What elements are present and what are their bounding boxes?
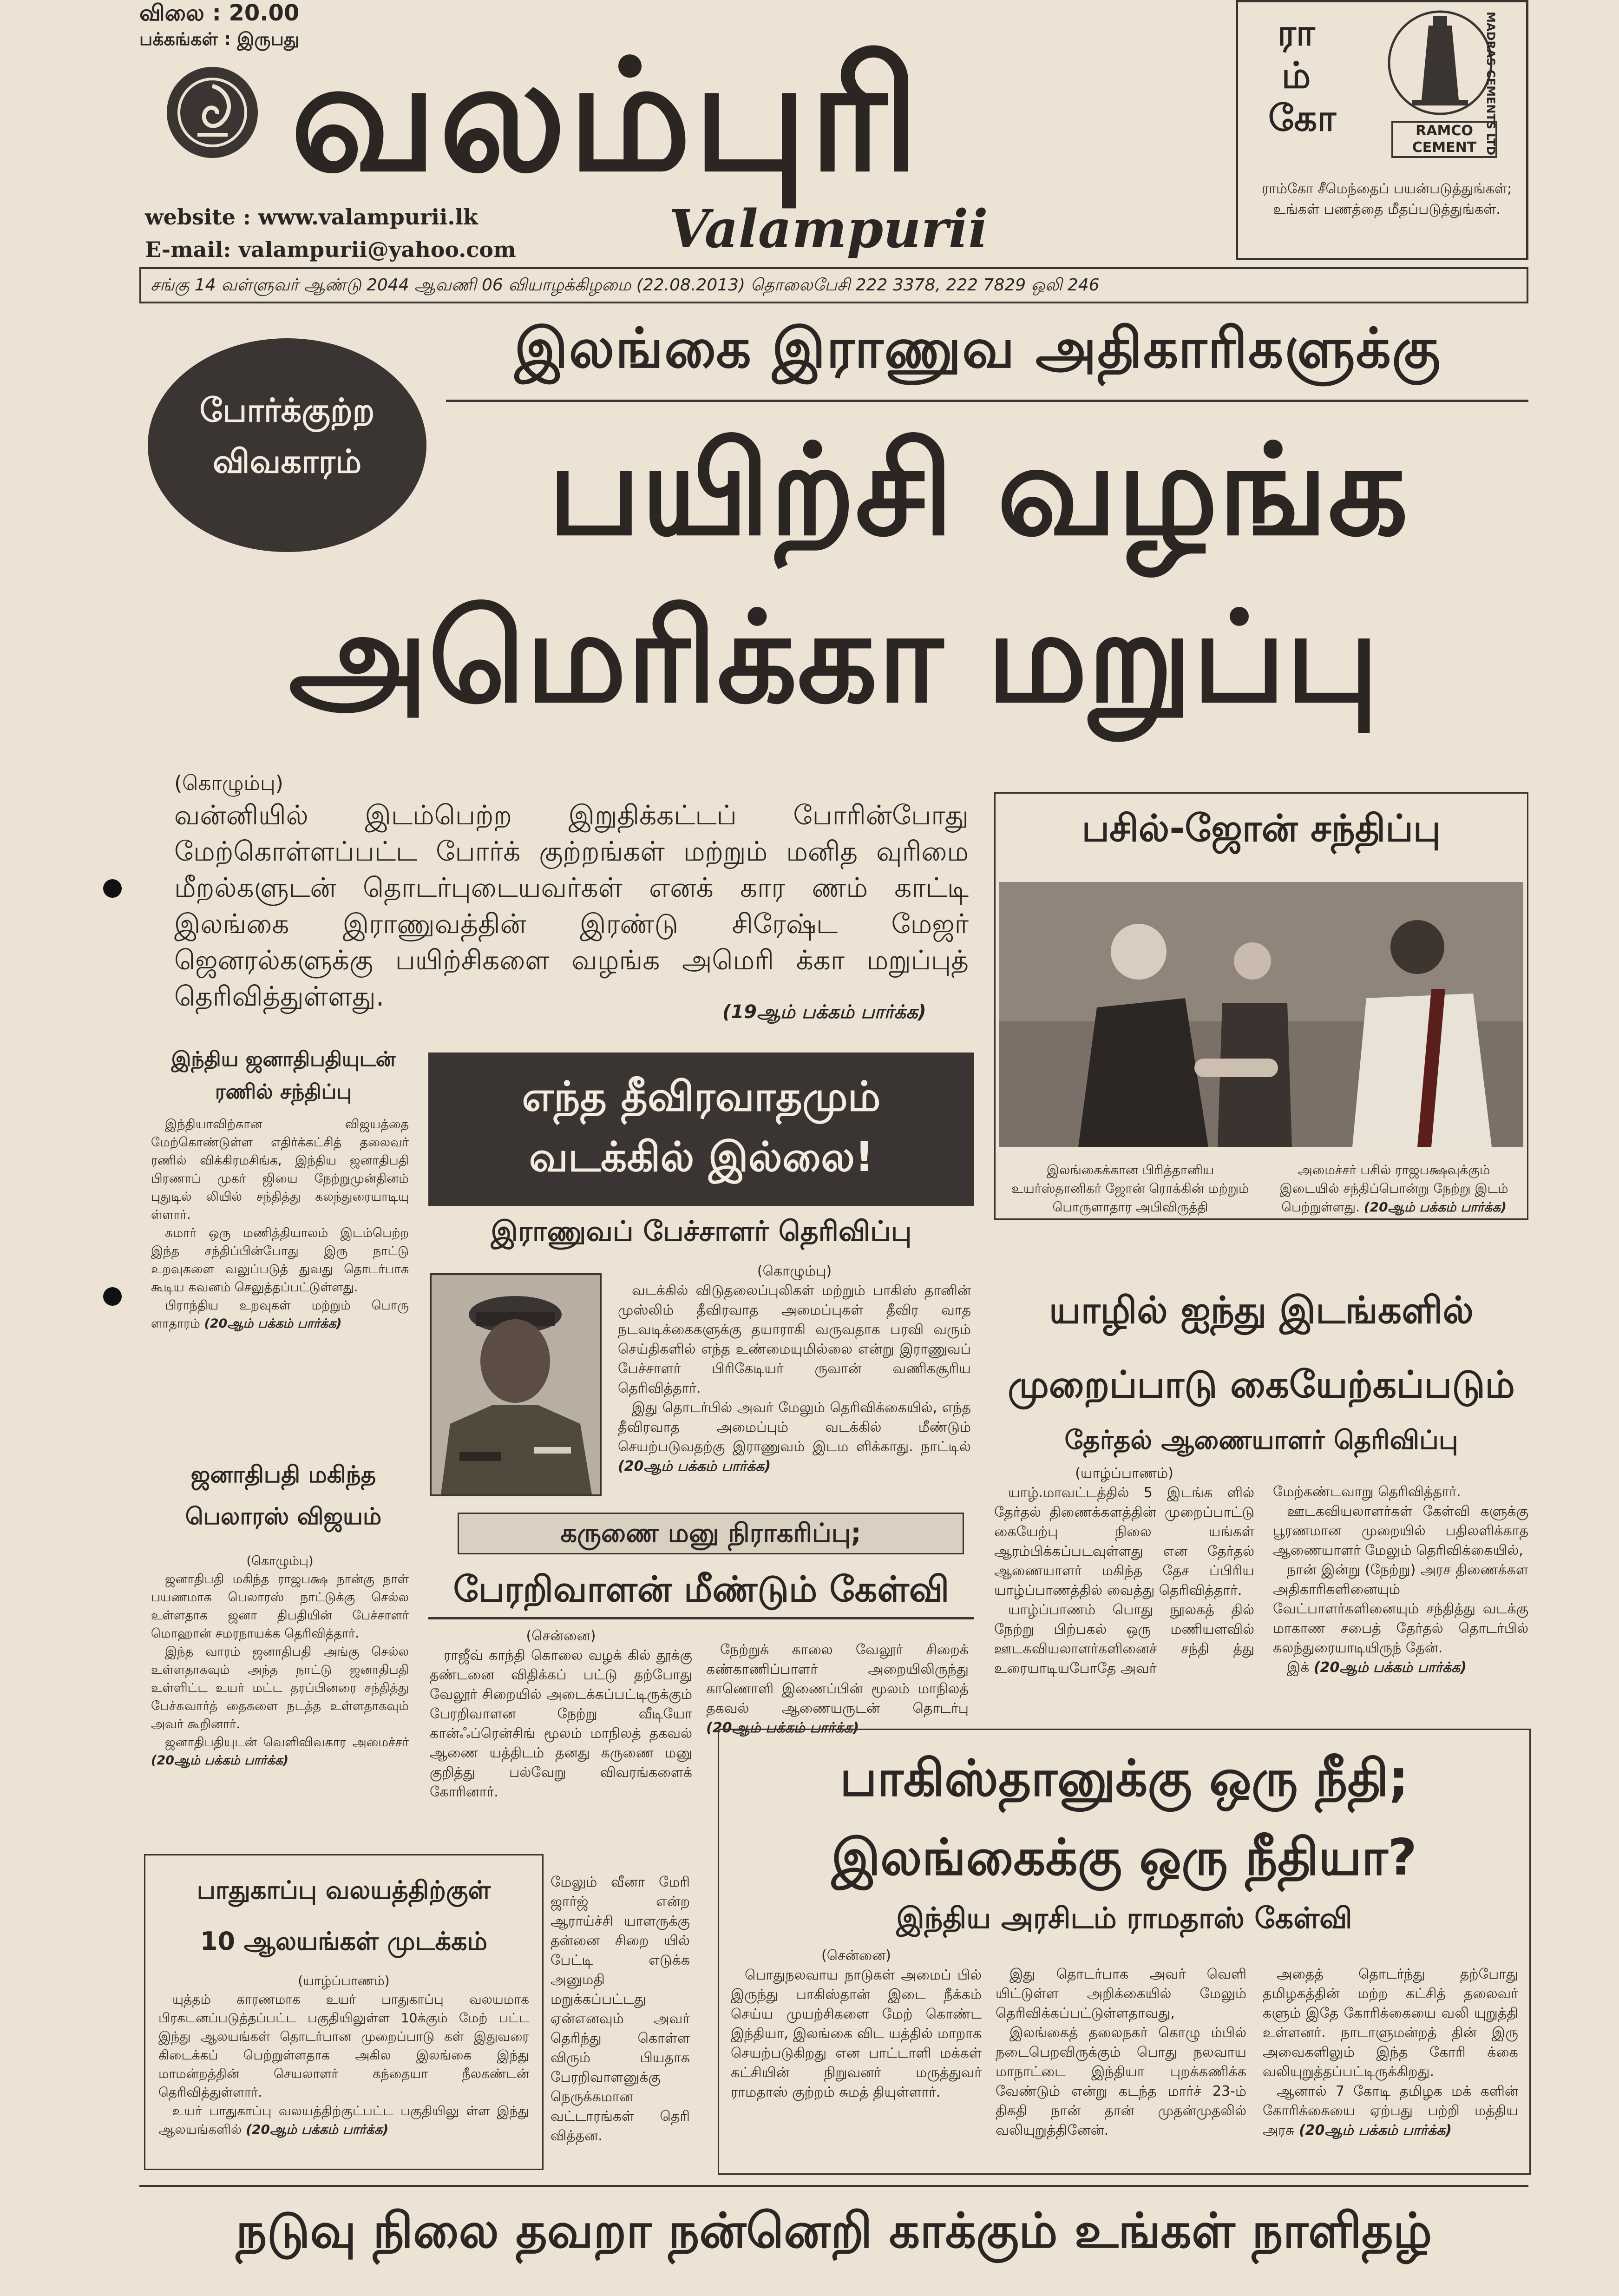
election-paragraph: மேற்கண்டவாறு தெரிவித்தார். [1273,1484,1461,1500]
masthead-title: வலம்புரி [290,27,922,205]
mercy-col3 [551,1873,690,2146]
lead-headline-line1: பயிற்சி வழங்க [547,417,1409,563]
ranil-paragraph: சுமார் ஒரு மணித்தியாலம் இடம்பெற்ற இந்த சந்திப்பின்போது இரு நாட்டு உறவுகளை வலுப்படுத் துவது தொடர்பாக கூடிய கவனம் செலுத்தப்பட்டுள்ளது. [151,1226,409,1295]
election-subhead: தேர்தல் ஆணையாளர் தெரிவிப்பு [1064,1425,1458,1455]
kicker-rule [446,400,1528,402]
photo-caption-right-text: அமைச்சர் பசில் ராஜபக்ஷவுக்கும் இடையில் சந்திப்பொன்று நேற்று இடம் பெற்றுள்ளது. [1279,1162,1508,1215]
mercy-headline: பேரறிவாளன் மீண்டும் கேள்வி [453,1568,950,1610]
dateline-bar [139,267,1528,303]
price: விலை : 20.00 [139,0,300,26]
pakistan-headline-line1: பாகிஸ்தானுக்கு ஒரு நீதி; [839,1750,1409,1808]
footer-slogan: நடுவு நிலை தவறா நன்னெறி காக்கும் உங்கள் நாளிதழ் [236,2202,1432,2259]
terror-continued[interactable]: (20ஆம் பக்கம் பார்க்க) [618,1458,771,1474]
mahinda-paragraph: ஜனாதிபதி மகிந்த ராஜபக்ஷ நான்கு நாள் பயணமாக பெலாரஸ் நாட்டுக்கு செல்ல உள்ளதாக ஜனா திபதியின் பேச்சாளர் மொஹான் சமரநாயக்க தெரிவித்தார். [151,1572,409,1641]
mercy-rule [428,1617,974,1619]
ranil-paragraph: இந்தியாவிற்கான விஜயத்தை மேற்கொண்டுள்ள எதிர்க்கட்சித் தலைவர் ரணில் விக்கிரமசிங்க, இந்திய ஜனாதிபதி பிரணாப் முகர் ஜியை நேற்றுமுன்தினம் புதுடில் லியில் சந்தித்து கலந்துரையாடியு ள்ளார். [151,1117,409,1222]
mahinda-headline [144,1454,423,1537]
lead-body [174,797,969,1014]
punch-hole [103,1287,122,1306]
photo-continued[interactable]: (20ஆம் பக்கம் பார்க்க) [1363,1199,1507,1215]
temples-headline-line1: பாதுகாப்பு வலயத்திற்குள் [197,1875,491,1905]
photo-caption-right [1267,1161,1521,1217]
photo-story [994,792,1528,1220]
temples-body [145,1967,542,2139]
mercy-col2 [706,1640,969,1738]
photo-story-headline: பசில்-ஜோன் சந்திப்பு [1082,807,1441,850]
pakistan-dateline: (சென்னை) [821,1947,891,1964]
election-paragraph: ஊடகவியலாளர்கள் கேள்வி களுக்கு பூரணமான முறையில் பதிலளிக்காத ஆணையாளர் மேலும் தெரிவிக்கையில், [1273,1503,1528,1559]
mahinda-headline-line1: ஜனாதிபதி மகிந்த [190,1461,376,1488]
mercy-col1 [430,1626,692,1802]
ad-product: RAMCO CEMENT [1391,121,1497,158]
temples-continued[interactable]: (20ஆம் பக்கம் பார்க்க) [246,2122,389,2137]
masthead-english-title: Valampurii [669,199,988,260]
election-headline-line1: யாழில் ஐந்து இடங்களில் [1049,1289,1474,1332]
election-col2 [1273,1482,1528,1678]
ad-company: MADRAS CEMENTS LTD [1484,12,1497,156]
mahinda-headline-line2: பெலாரஸ் விஜயம் [185,1503,382,1530]
terror-paragraph: வடக்கில் விடுதலைப்புலிகள் மற்றும் பாகிஸ் தானின் முஸ்லிம் தீவிரவாத அமைப்புகள் தீவிர வாத நடவடிக்கைகளுக்கு தயாராகி வருவதாக பரவி வரும் செய்திகளில் எந்த உண்மையுமில்லை என்று இராணுவப் பேச்சாளர் பிரிகேடியர் ருவான் வணிகசூரிய தெரிவித்தார். [618,1283,971,1396]
ranil-headline [144,1043,423,1108]
terror-headline-line1: எந்த தீவிரவாதமும் [522,1072,881,1120]
pakistan-col3 [1263,1965,1518,2140]
election-continued[interactable]: (20ஆம் பக்கம் பார்க்க) [1313,1659,1467,1676]
lead-kicker: இலங்கை இராணுவ அதிகாரிகளுக்கு [514,316,1442,380]
election-headline-line2: முறைப்பாடு கையேற்கப்படும் [1008,1363,1515,1406]
ramco-ad[interactable] [1236,0,1528,260]
temples-headline [145,1855,542,1967]
issue-dateline: சங்கு 14 வள்ளுவர் ஆண்டு 2044 ஆவணி 06 வியாழக்கிழமை (22.08.2013) தொலைபேசி 222 3378, 222 7829 ஒலி 246 [151,276,1100,295]
temples-headline-line2: 10 ஆலயங்கள் முடக்கம் [200,1927,488,1956]
mahinda-paragraph: இந்த வாரம் ஜனாதிபதி அங்கு செல்ல உள்ளதாகவும் அந்த நாட்டு ஜனாதிபதி உள்ளிட்ட உயர் மட்ட தரப்பினரை சந்தித்து பேச்சுவார்த் தைகளை நடத்த உள்ளதாகவும் அவர் கூறினார். [151,1645,409,1731]
email-link[interactable]: E-mail: valampurii@yahoo.com [145,237,516,262]
temples-dateline: (யாழ்ப்பாணம்) [298,1973,390,1988]
mahinda-dateline: (கொழும்பு) [246,1554,314,1568]
ranil-headline-line1: இந்திய ஜனாதிபதியுடன் [171,1047,396,1071]
ranil-headline-line2: ரணில் சந்திப்பு [215,1080,352,1104]
terror-body [618,1262,971,1476]
election-paragraph: யாழ்.மாவட்டத்தில் 5 இடங்க ளில் தேர்தல் திணைக்களத்தின் முறைப்பாட்டு கையேற்பு நிலை யங்கள் ஆரம்பிக்கப்படவுள்ளது என தேர்தல் ஆணையாளர் மகிந்த தேச ப்பிரிய யாழ்ப்பாணத்தில் வைத்து தெரிவித்தார். [994,1485,1254,1599]
ad-tagline: ராம்கோ சீமெந்தைப் பயன்படுத்துங்கள்; உங்கள் பணத்தை மீதப்படுத்துங்கள். [1261,181,1512,217]
ad-brand-line: ரா [1277,12,1315,54]
election-headline [994,1273,1528,1422]
ranil-continued[interactable]: (20ஆம் பக்கம் பார்க்க) [204,1316,342,1331]
mahinda-continued[interactable]: (20ஆம் பக்கம் பார்க்க) [151,1753,289,1768]
temples-paragraph: உயர் பாதுகாப்பு வலயத்திற்குட்பட்ட பகுதியிலு ள்ள இந்து ஆலயங்களில் [158,2103,529,2137]
mahinda-paragraph: ஜனாதிபதியுடன் வெளிவிவகார அமைச்சர் [165,1735,409,1750]
ad-brand-line: கோ [1268,98,1337,139]
pakistan-paragraph: பொதுநலவாய நாடுகள் அமைப் பில் இருந்து பாகிஸ்தான் இடை நீக்கம் செய்ய முயற்சிகளை மேற் கொண்ட இந்தியா, இலங்கை விட யத்தில் மாறாக செயற்படுகிறது என பாட்டாளி மக்கள் கட்சியின் நிறுவனர் மருத்துவர் ராமதாஸ் குற்றம் சுமத் தியுள்ளார். [731,1967,982,2100]
pakistan-paragraph: இது தொடர்பாக அவர் வெளி யிட்டுள்ள அறிக்கையில் மேலும் தெரிவிக்கப்பட்டுள்ளதாவது, [996,1966,1246,2021]
pakistan-col2 [996,1965,1246,2140]
pakistan-col1 [731,1946,982,2102]
ad-brand-line: ம் [1281,55,1311,97]
temples-paragraph: யுத்தம் காரணமாக உயர் பாதுகாப்பு வலயமாக பிரகடனப்படுத்தப்பட்ட பகுதியிலுள்ள 10க்கும் மேற் பட்ட இந்து ஆலயங்கள் தொடர்பான முறைப்பாடு கள் இதுவரை கிடைக்கப் பெற்றுள்ளதாக அகில இலங்கை இந்து மாமன்றத்தின் செயலாளர் கந்தையா நீலகண்டன் தெரிவித்துள்ளார். [158,1992,529,2100]
lead-continued[interactable]: (19ஆம் பக்கம் பார்க்க) [722,1001,926,1023]
badge-line: போர்க்குற்ற [199,391,375,429]
mercy-banner: கருணை மனு நிராகரிப்பு; [458,1513,964,1554]
website-link[interactable]: website : www.valampurii.lk [145,204,478,230]
election-paragraph: நான் இன்று (நேற்று) அரச திணைக்கள அதிகாரிகளினையும் வேட்பாளர்களினையும் சந்தித்து வடக்கு மாகாண சபைத் தேர்தல் தொடர்பில் கலந்துரையாடியிருந் தேன். [1273,1562,1528,1656]
officer-photo [430,1273,602,1496]
temples-story [144,1854,544,2170]
pakistan-paragraph: ஆனால் 7 கோடி தமிழக மக் களின் கோரிக்கையை ஏற்பது பற்றி மத்திய அரசு [1263,2083,1518,2138]
mercy-paragraph: மேலும் வீனா மேரி ஜார்ஜ் என்ற ஆராய்ச்சி யாளருக்கு தன்னை சிறை யில் பேட்டி எடுக்க அனுமதி மறுக்கப்பட்டது ஏன்எனவும் அவர் தெரிந்து கொள்ள விரும் பியதாக பேரறிவாளனுக்கு நெருக்கமான வட்டாரங்கள் தெரி வித்தன. [551,1874,690,2144]
lead-body-text: வன்னியில் இடம்பெற்ற இறுதிக்கட்டப் போரின்போது மேற்கொள்ளப்பட்ட போர்க் குற்றங்கள் மற்றும் மனித வுரிமை மீறல்களுடன் தொடர்புடையவர்கள் எனக் கார ணம் காட்டி இலங்கை இராணுவத்தின் இரண்டு சிரேஷ்ட மேஜர் ஜெனரல்களுக்கு பயிற்சிகளை வழங்க அமெரி க்கா மறுப்புத் தெரிவித்துள்ளது. [174,799,969,1012]
terror-dateline: (கொழும்பு) [757,1263,832,1279]
election-dateline: (யாழ்ப்பாணம்) [1075,1465,1173,1481]
election-paragraph: யாழ்ப்பாணம் பொது நூலகத் தில் நேற்று பிற்பகல் ஒரு மணியளவில் ஊடகவியலாளர்களினைச் சந்தி த்து உரையாடியபோதே அவர் [994,1602,1254,1677]
pakistan-continued[interactable]: (20ஆம் பக்கம் பார்க்க) [1298,2122,1452,2138]
photo-caption-left: இலங்கைக்கான பிரித்தானிய உயர்ஸ்தானிகர் ஜோன் ரொக்கின் மற்றும் பொருளாதார அபிவிருத்தி [1011,1162,1249,1215]
mahinda-body [151,1552,409,1770]
page-count: பக்கங்கள் : இருபது [139,29,299,49]
punch-hole [103,879,122,898]
footer-rule [139,2185,1528,2187]
election-paragraph: இக் [1287,1659,1310,1676]
mercy-dateline: (சென்னை) [526,1628,596,1644]
terror-paragraph: இது தொடர்பில் அவர் மேலும் தெரிவிக்கையில், எந்த தீவிரவாத அமைப்பும் வடக்கில் மீண்டும் செயற்படுவதற்கு இராணுவம் இடம ளிக்காது. நாட்டில் [618,1400,971,1455]
ranil-body [151,1115,409,1333]
lead-dateline: (கொழும்பு) [174,771,283,795]
pakistan-paragraph: இலங்கைத் தலைநகர் கொழு ம்பில் நடைபெறவிருக்கும் பொது நலவாய மாநாட்டை இந்தியா புறக்கணிக்க வேண்டும் என்று கடந்த மார்ச் 23-ம் திகதி நான் தான் முதன்முதலில் வலியுறுத்தினேன். [996,2025,1246,2138]
pakistan-story [718,1729,1531,2175]
terror-headline-box [428,1053,974,1206]
pakistan-subhead: இந்திய அரசிடம் ராமதாஸ் கேள்வி [896,1901,1352,1935]
terror-subhead: இராணுவப் பேச்சாளர் தெரிவிப்பு [491,1215,912,1248]
mercy-paragraph: நேற்றுக் காலை வேலூர் சிறைக் கண்காணிப்பாளர் அறையிலிருந்து காணொளி இணைப்பின் மூலம் மாநிலத் தகவல் ஆணையருடன் தொடர்பு [706,1642,969,1717]
election-col1 [994,1464,1254,1678]
pakistan-headline [719,1730,1529,1897]
ranil-paragraph: பிராந்திய உறவுகள் மற்றும் பொரு ளாதாரம் [151,1298,409,1331]
conch-logo [165,65,260,160]
pakistan-headline-line2: இலங்கைக்கு ஒரு நீதியா? [831,1829,1417,1887]
mercy-paragraph: ராஜீவ் காந்தி கொலை வழக் கில் தூக்கு தண்டனை விதிக்கப் பட்டு தற்போது வேலூர் சிறையில் அடைக்கப்பட்டிருக்கும் பேரறிவாளன நேற்று வீடியோ கான்ஃப்ரென்சிங் மூலம் மாநிலத் தகவல் ஆணை யத்திடம் தனது கருணை மனு குறித்து பல்வேறு விவரங்களைக் கோரினார். [430,1647,692,1800]
meeting-photo [999,882,1523,1147]
pakistan-paragraph: அதைத் தொடர்ந்து தற்போது தமிழகத்தின் மற்ற கட்சித் தலைவர் களும் இதே கோரிக்கையை வலி யுறுத்தி உள்ளனர். நாடாளுமன்றத் தின் இரு அவைகளிலும் இந்த கோரி க்கை வலியுறுத்தப்பட்டிருக்கிறது. [1263,1966,1518,2080]
mercy-continued[interactable]: (20ஆம் பக்கம் பார்க்க) [706,1720,859,1736]
lead-headline-line2: அமெரிக்கா மறுப்பு [288,584,1379,730]
terror-headline-line2: வடக்கில் இல்லை! [529,1133,874,1181]
topic-badge [148,338,426,552]
badge-line: விவகாரம் [212,442,362,480]
